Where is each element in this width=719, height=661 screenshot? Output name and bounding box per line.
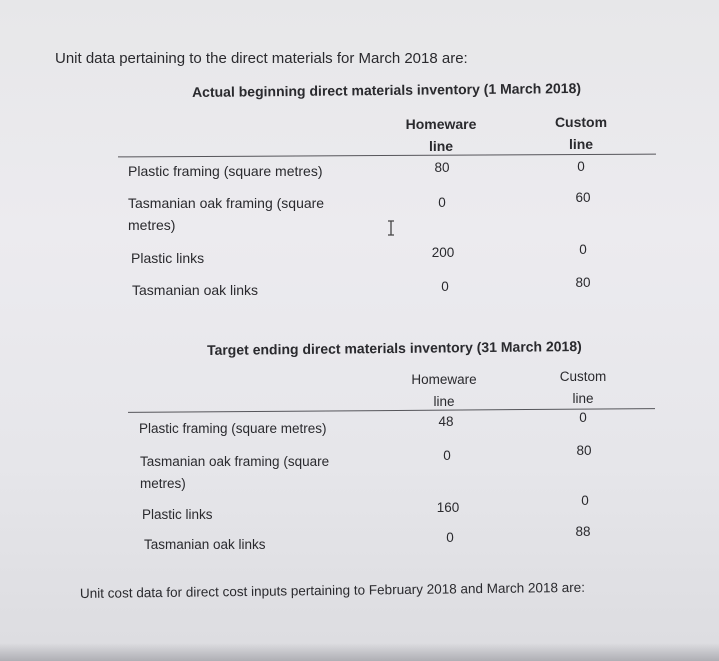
table2-row-homeware: 160 — [436, 500, 460, 515]
bottom-edge-shadow — [0, 643, 719, 661]
table2-row-custom: 0 — [581, 493, 589, 508]
table1-row-label: Plastic links — [131, 250, 205, 266]
table1-header-rule — [118, 154, 656, 158]
table1-row-label: Tasmanian oak links — [132, 282, 259, 298]
table2-row-label: Tasmanian oak framing (square metres) — [140, 454, 330, 491]
table2-row-homeware: 0 — [446, 530, 454, 545]
table2-row-label: Plastic framing (square metres) — [139, 421, 327, 436]
text-cursor-icon — [386, 220, 396, 236]
table2-row-homeware: 0 — [443, 448, 451, 463]
table1-row-custom: 0 — [579, 242, 587, 257]
table2-header-custom: Custom line — [559, 369, 607, 406]
table1-row-custom: 80 — [575, 275, 591, 290]
table2-row-label: Tasmanian oak links — [144, 537, 266, 552]
table2-row-custom: 88 — [575, 524, 591, 539]
table1-row-custom: 60 — [575, 190, 591, 205]
table2-row-custom: 0 — [579, 410, 587, 425]
table1-row-homeware: 200 — [431, 245, 455, 260]
table1-row-homeware: 80 — [434, 160, 450, 175]
table2-row-label: Plastic links — [142, 507, 213, 522]
table2-row-custom: 80 — [576, 443, 592, 458]
table1-row-custom: 0 — [577, 159, 585, 174]
footer-text: Unit cost data for direct cost inputs pertaining to February 2018 and March 2018 are: — [79, 579, 586, 601]
table2-title: Target ending direct materials inventory (31 March 2018) — [206, 338, 582, 358]
table1-header-custom: Custom line — [554, 114, 608, 152]
table1-row-label: Tasmanian oak framing (square metres) — [128, 195, 325, 233]
table2-row-homeware: 48 — [438, 414, 454, 429]
table1-row-homeware: 0 — [438, 195, 446, 210]
table2-header-homeware: Homeware line — [411, 372, 477, 409]
table1-row-label: Plastic framing (square metres) — [128, 163, 323, 179]
table1-header-homeware: Homeware line — [405, 116, 477, 154]
table1-row-homeware: 0 — [441, 279, 449, 294]
table1-title: Actual beginning direct materials inventory (1 March 2018) — [191, 79, 582, 101]
intro-text: Unit data pertaining to the direct materials for March 2018 are: — [55, 50, 468, 67]
